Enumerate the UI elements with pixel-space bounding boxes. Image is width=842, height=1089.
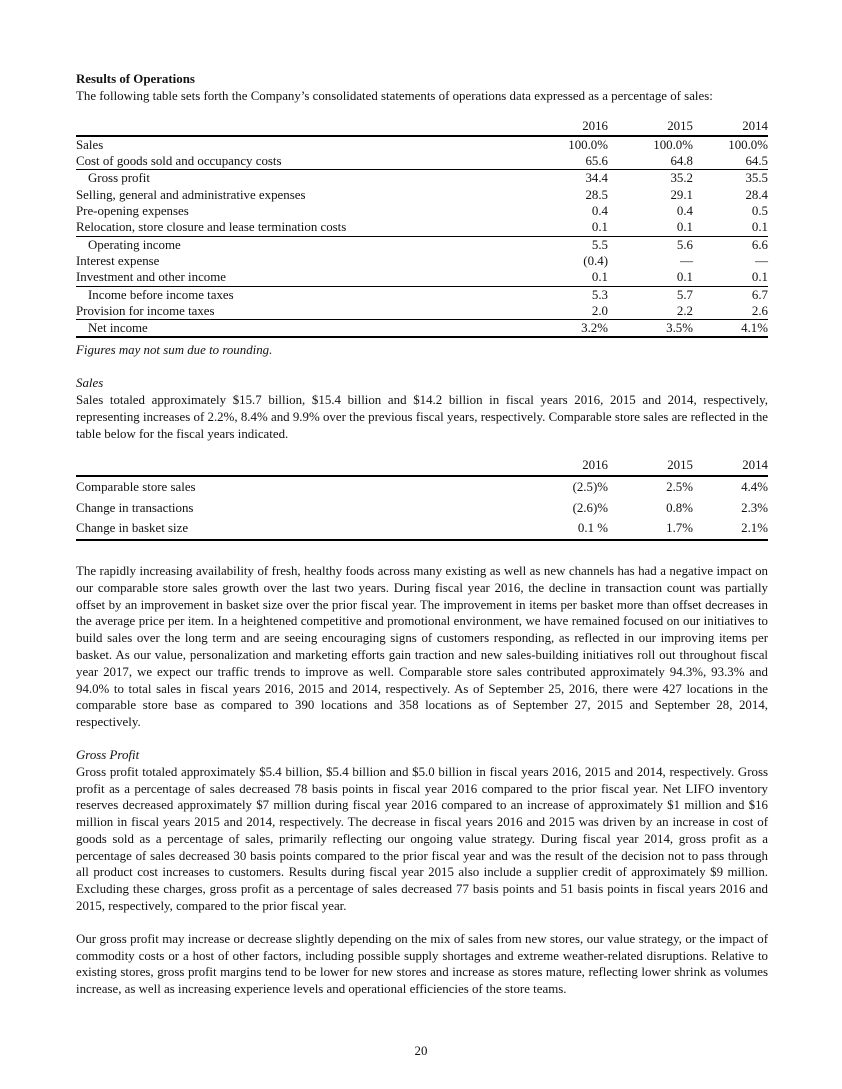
table-header-row (76, 118, 768, 136)
table-row: Cost of goods sold and occupancy costs 65.6 64.8 64.5 (76, 154, 768, 169)
year-header: 2014 (693, 118, 768, 136)
comparable-sales-paragraph: The rapidly increasing availability of fresh, healthy foods across many existing as well as new channels has had a negative impact on our comparable store sales growth over the last two years. During fiscal year 2016, the decline in transaction count was partially offset by an improvement in basket size over the prior fiscal year. The improvement in items per basket more than offset decreases in the average price per item. In a heightened competitive and promotional environment, we have remained focused on our initiatives to build sales over the long term and are seeing encouraging signs of customers responding, as reflected in our improving items per basket. As our value, personalization and marketing efforts gain traction and new sales-building initiatives roll out throughout fiscal year 2017, we expect our traffic trends to improve as well. Comparable store sales contributed approximately 94.3%, 93.3% and 94.0% to total sales in fiscal years 2016, 2015 and 2014, respectively. As of September 25, 2016, there were 427 locations in the comparable store base as compared to 390 locations and 358 locations as of September 27, 2015 and September 28, 2014, respectively. (76, 563, 768, 730)
table-row: Relocation, store closure and lease termination costs 0.1 0.1 0.1 (76, 220, 768, 235)
year-header: 2015 (608, 456, 693, 476)
page-number: 20 (414, 1044, 428, 1058)
table-row-subtotal: Operating income 5.5 5.6 6.6 (76, 236, 768, 253)
year-header: 2016 (521, 118, 608, 136)
document-page (76, 71, 768, 998)
sales-heading: Sales (76, 376, 104, 391)
rounding-note: Figures may not sum due to rounding. (76, 343, 273, 358)
gross-profit-paragraph-1: Gross profit totaled approximately $5.4 billion, $5.4 billion and $5.0 billion in fiscal years 2016, 2015 and 2014, respectively. Gross profit as a percentage of sales decreased 78 basis points in fiscal year 2016 compared to the prior fiscal year. Net LIFO inventory reserves decreased approximately $7 million during fiscal year 2016 compared to an increase of approximately $1 million and $16 million in fiscal years 2015 and 2014, respectively. The decrease in fiscal years 2016 and 2015 was driven by an increase in cost of goods sold as a percentage of sales, primarily reflecting our ongoing value strategy. During fiscal year 2014, gross profit as a percentage of sales decreased 30 basis points compared to the prior fiscal year and was the result of the decision not to pass through all product cost increases to customers. Results during fiscal year 2015 also include a supplier credit of approximately $9 million. Excluding these charges, gross profit as a percentage of sales decreased 77 basis points and 51 basis points in fiscal years 2016 and 2015, respectively, compared to the prior fiscal year. (76, 764, 768, 914)
table-row-subtotal: Gross profit 34.4 35.2 35.5 (76, 170, 768, 187)
table-row: Pre-opening expenses 0.4 0.4 0.5 (76, 204, 768, 219)
intro-paragraph: The following table sets forth the Company’s consolidated statements of operations data expressed as a percentage of sales: (76, 88, 713, 103)
sales-paragraph: Sales totaled approximately $15.7 billion, $15.4 billion and $14.2 billion in fiscal years 2016, 2015 and 2014, respectively, representing increases of 2.2%, 8.4% and 9.9% over the previous fiscal years, respectively. Comparable store sales are reflected in the table below for the fiscal years indicated. (76, 393, 768, 441)
table-row: Sales 100.0% 100.0% 100.0% (76, 137, 768, 152)
operations-table (76, 118, 768, 339)
table-row: Comparable store sales (2.5)% 2.5% 4.4% (76, 480, 768, 495)
table-row: Investment and other income 0.1 0.1 0.1 (76, 270, 768, 285)
table-header-row (76, 456, 768, 476)
table-row-subtotal: Income before income taxes 5.3 5.7 6.7 (76, 286, 768, 303)
table-row: Change in transactions (2.6)% 0.8% 2.3% (76, 500, 768, 515)
table-row: Interest expense (0.4) — — (76, 253, 768, 268)
gross-profit-heading: Gross Profit (76, 747, 140, 762)
table-row: Provision for income taxes 2.0 2.2 2.6 (76, 303, 768, 318)
table-row-total: Net income 3.2% 3.5% 4.1% (76, 320, 768, 338)
year-header: 2016 (521, 456, 608, 476)
comparable-sales-table (76, 456, 768, 541)
gross-profit-paragraph-2: Our gross profit may increase or decrease slightly depending on the mix of sales from new stores, our value strategy, or the impact of commodity costs or a host of other factors, including possible supply shortages and extreme weather-related disruptions. Relative to existing stores, gross profit margins tend to be lower for new stores and increase as stores mature, reflecting lower shrink as volumes increase, as well as increasing experience levels and operational efficiencies of the store teams. (76, 931, 768, 997)
table-row: Selling, general and administrative expenses 28.5 29.1 28.4 (76, 187, 768, 202)
year-header: 2014 (693, 456, 768, 476)
table-row: Change in basket size 0.1 % 1.7% 2.1% (76, 518, 768, 540)
section-title: Results of Operations (76, 72, 195, 86)
year-header: 2015 (608, 118, 693, 136)
